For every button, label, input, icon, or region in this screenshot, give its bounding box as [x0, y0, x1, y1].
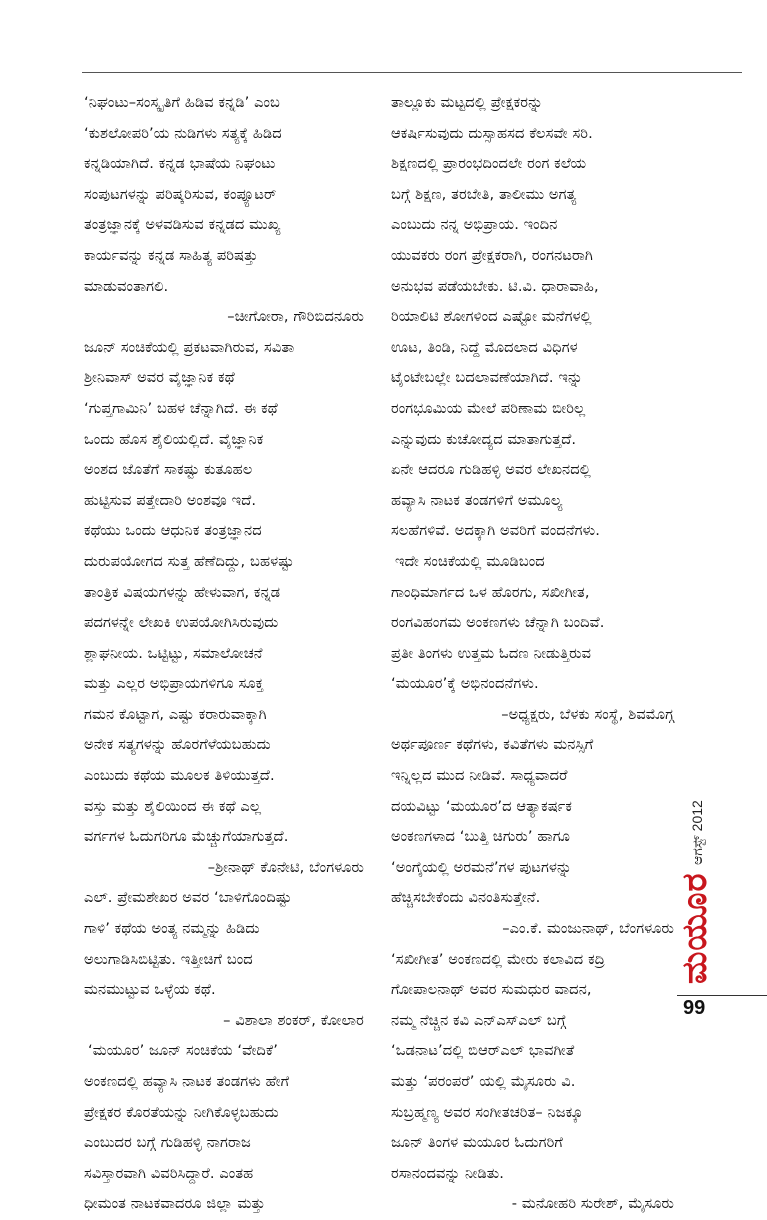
text-line: ದುರುಪಯೋಗದ ಸುತ್ತ ಹೆಣೆದಿದ್ದು, ಬಹಳಷ್ಟು	[84, 552, 294, 570]
issue-date: ಆಗಸ್ಟ್ 2012	[689, 800, 705, 866]
letters-left-column	[84, 88, 366, 1220]
text-line: ಬಗ್ಗೆ ಶಿಕ್ಷಣ, ತರಬೇತಿ, ತಾಲೀಮು ಅಗತ್ಯ	[391, 185, 577, 203]
text-line: ಕನ್ನಡಿಯಾಗಿದೆ. ಕನ್ನಡ ಭಾಷೆಯ ನಿಘಂಟು	[84, 155, 276, 173]
text-line: ತಂತ್ರಜ್ಞಾನಕ್ಕೆ ಅಳವಡಿಸುವ ಕನ್ನಡದ ಮುಖ್ಯ	[84, 216, 281, 234]
text-line: ರಂಗವಿಹಂಗಮ ಅಂಕಣಗಳು ಚೆನ್ನಾಗಿ ಬಂದಿವೆ.	[391, 614, 605, 632]
text-line: ಸಂಪುಟಗಳನ್ನು ಪರಿಷ್ಕರಿಸುವ, ಕಂಪ್ಯೂಟರ್	[84, 185, 277, 203]
text-line: ಅಂಶದ ಜೊತೆಗೆ ಸಾಕಷ್ಟು ಕುತೂಹಲ	[84, 461, 253, 479]
text-line: ಮತ್ತು ‘ಪರಂಪರೆ’ ಯಲ್ಲಿ ಮೈಸೂರು ವಿ.	[391, 1073, 576, 1090]
text-line: ಕಾರ್ಯವನ್ನು ಕನ್ನಡ ಸಾಹಿತ್ಯ ಪರಿಷತ್ತು	[84, 246, 258, 264]
text-line: ‘ಕುಶಲೋಪರಿ’ಯ ನುಡಿಗಳು ಸತ್ಯಕ್ಕೆ ಹಿಡಿದ	[84, 124, 282, 142]
magazine-logo: ಮಯೂರ	[675, 872, 715, 984]
text-line: ‘ಒಡನಾಟ’ದಲ್ಲಿ ಬಿಆರ್‌ಎಲ್ ಭಾವಗೀತೆ	[391, 1042, 575, 1060]
text-line: ರಿಯಾಲಿಟಿ ಶೋಗಳಿಂದ ಎಷ್ಟೋ ಮನೆಗಳಲ್ಲಿ	[391, 308, 592, 326]
text-line: ಅಂಕಣಗಳಾದ ‘ಬುತ್ತಿ ಚಿಗುರು’ ಹಾಗೂ	[391, 828, 571, 846]
text-line: ‘ಅಂಗೈಯಲ್ಲಿ ಅರಮನೆ’ಗಳ ಪುಟಗಳನ್ನು	[391, 858, 572, 876]
text-line: ಒಂದು ಹೊಸ ಶೈಲಿಯಲ್ಲಿದೆ. ವೈಜ್ಞಾನಿಕ	[84, 430, 264, 448]
text-line: ಗಮನ ಕೊಟ್ಟಾಗ, ಎಷ್ಟು ಕರಾರುವಾಕ್ಕಾಗಿ	[84, 705, 267, 723]
text-line: ಹವ್ಯಾಸಿ ನಾಟಕ ತಂಡಗಳಿಗೆ ಅಮೂಲ್ಯ	[391, 491, 563, 509]
text-line: ಶ್ರೀನಿವಾಸ್ ಅವರ ವೈಜ್ಞಾನಿಕ ಕಥೆ	[84, 369, 235, 387]
letter-signature: –ಚೀಗೋರಾ, ಗೌರಿಬಿದನೂರು	[227, 308, 364, 326]
text-line: ಎಂಬುದು ನನ್ನ ಅಭಿಪ್ರಾಯ. ಇಂದಿನ	[391, 216, 558, 234]
letter-signature: –ಅಧ್ಯಕ್ಷರು, ಬೆಳಕು ಸಂಸ್ಥೆ, ಶಿವಮೊಗ್ಗ	[501, 705, 674, 723]
text-line: ಎಂಬುದು ಕಥೆಯ ಮೂಲಕ ತಿಳಿಯುತ್ತದೆ.	[84, 767, 275, 785]
letter-signature: –ಶ್ರೀನಾಥ್ ಕೊನೇಟಿ, ಬೆಂಗಳೂರು	[207, 858, 364, 876]
text-line: ಶಿಕ್ಷಣದಲ್ಲಿ ಪ್ರಾರಂಭದಿಂದಲೇ ರಂಗ ಕಲೆಯ	[391, 155, 587, 173]
page-number-rule	[677, 995, 767, 996]
text-line: ಜೂನ್ ತಿಂಗಳ ಮಯೂರ ಓದುಗರಿಗೆ	[391, 1134, 563, 1152]
letter-signature: –ಎಂ.ಕೆ. ಮಂಜುನಾಥ್, ಬೆಂಗಳೂರು	[502, 920, 674, 938]
text-line: ‘ಮಯೂರ’ಕ್ಕೆ ಅಭಿನಂದನೆಗಳು.	[391, 675, 539, 693]
letter-signature: – ವಿಶಾಲಾ ಶಂಕರ್, ಕೋಲಾರ	[223, 1011, 364, 1029]
text-line: ಧೀಮಂತ ನಾಟಕವಾದರೂ ಜಿಲ್ಲಾ ಮತ್ತು	[84, 1195, 266, 1213]
text-line: ಟೈಂಟೇಬಲ್ಲೇ ಬದಲಾವಣೆಯಾಗಿದೆ. ಇನ್ನು	[391, 369, 583, 387]
text-line: ದಯವಿಟ್ಟು ‘ಮಯೂರ’ದ ಆತ್ಯಾಕರ್ಷಕ	[391, 797, 573, 815]
text-line: ಕಥೆಯು ಒಂದು ಆಧುನಿಕ ತಂತ್ರಜ್ಞಾನದ	[84, 522, 262, 540]
text-line: ಮಾಡುವಂತಾಗಲಿ.	[84, 277, 169, 295]
text-line: ವಸ್ತು ಮತ್ತು ಶೈಲಿಯಿಂದ ಈ ಕಥೆ ಎಲ್ಲ	[84, 797, 262, 815]
text-line: ಆಕರ್ಷಿಸುವುದು ದುಸ್ಸಾಹಸದ ಕೆಲಸವೇ ಸರಿ.	[391, 124, 593, 142]
text-line: ಎಲ್. ಪ್ರೇಮಶೇಖರ ಅವರ ‘ಬಾಳಿಗೊಂದಿಷ್ಟು	[84, 889, 292, 907]
text-line: ಗಾಂಧಿಮಾರ್ಗದ ಒಳ ಹೊರಗು, ಸಖೀಗೀತ,	[391, 583, 590, 601]
text-line: ಗಾಳಿ’ ಕಥೆಯ ಅಂತ್ಯ ನಮ್ಮನ್ನು ಹಿಡಿದು	[84, 920, 260, 938]
text-line: ಅಲುಗಾಡಿಸಿಬಿಟ್ಟಿತು. ಇತ್ತೀಚಿಗೆ ಬಂದ	[84, 950, 253, 968]
text-line: ಎಂಬುದರ ಬಗ್ಗೆ ಗುಡಿಹಳ್ಳಿ ನಾಗರಾಜ	[84, 1134, 251, 1152]
text-line: ‘ಗುಪ್ತಗಾಮಿನಿ’ ಬಹಳ ಚೆನ್ನಾಗಿದೆ. ಈ ಕಥೆ	[84, 399, 278, 417]
text-line: ಮತ್ತು ಎಲ್ಲರ ಅಭಿಪ್ರಾಯಗಳಿಗೂ ಸೂಕ್ತ	[84, 675, 264, 693]
text-line: ‘ಸಖೀಗೀತ’ ಅಂಕಣದಲ್ಲಿ ಮೇರು ಕಲಾವಿದ ಕದ್ರಿ	[391, 950, 605, 968]
text-line: ಜೂನ್ ಸಂಚಿಕೆಯಲ್ಲಿ ಪ್ರಕಟವಾಗಿರುವ, ಸವಿತಾ	[84, 338, 295, 356]
text-line: ತಾಲ್ಲೂಕು ಮಟ್ಟದಲ್ಲಿ ಪ್ರೇಕ್ಷಕರನ್ನು	[391, 94, 543, 111]
text-line: ಶ್ಲಾಘನೀಯ. ಒಟ್ಟಿಟ್ಟು, ಸಮಾಲೋಚನೆ	[84, 644, 263, 662]
text-line: ಗೋಪಾಲನಾಥ್ ಅವರ ಸುಮಧುರ ವಾದನ,	[391, 981, 592, 999]
text-line: ಇದೇ ಸಂಚಿಕೆಯಲ್ಲಿ ಮೂಡಿಬಂದ	[395, 552, 545, 570]
letters-right-column	[391, 88, 676, 1220]
letter-signature: - ಮನೋಹರಿ ಸುರೇಶ್, ಮೈಸೂರು	[511, 1195, 674, 1213]
text-line: ರಂಗಭೂಮಿಯ ಮೇಲೆ ಪರಿಣಾಮ ಬೀರಿಲ್ಲ	[391, 399, 586, 417]
text-line: ಏನೇ ಆದರೂ ಗುಡಿಹಳ್ಳಿ ಅವರ ಲೇಖನದಲ್ಲಿ	[391, 461, 591, 479]
text-line: ವರ್ಗಗಳ ಓದುಗರಿಗೂ ಮೆಚ್ಚುಗೆಯಾಗುತ್ತದೆ.	[84, 828, 289, 846]
text-line: ಮನಮುಟ್ಟುವ ಒಳ್ಳೆಯ ಕಥೆ.	[84, 981, 216, 999]
page-number: 99	[683, 997, 706, 1019]
text-line: ಪ್ರತೀ ತಿಂಗಳು ಉತ್ತಮ ಓದಣ ನೀಡುತ್ತಿರುವ	[391, 644, 592, 662]
text-line: ಸವಿಸ್ತಾರವಾಗಿ ವಿವರಿಸಿದ್ದಾರೆ. ಎಂತಹ	[84, 1164, 254, 1182]
text-line: ತಾಂತ್ರಿಕ ವಿಷಯಗಳನ್ನು ಹೇಳುವಾಗ, ಕನ್ನಡ	[84, 583, 281, 601]
text-line: ಸುಬ್ರಹ್ಮಣ್ಯ ಅವರ ಸಂಗೀತಚರಿತ– ನಿಜಕ್ಕೂ	[391, 1103, 584, 1121]
top-divider	[82, 72, 742, 73]
text-line: ಪದಗಳನ್ನೇ ಲೇಖಕಿ ಉಪಯೋಗಿಸಿರುವುದು	[84, 614, 279, 632]
text-line: ರಸಾನಂದವನ್ನು ನೀಡಿತು.	[391, 1164, 504, 1182]
text-line: ಸಲಹೆಗಳಿವೆ. ಅದಕ್ಕಾಗಿ ಅವರಿಗೆ ವಂದನೆಗಳು.	[391, 522, 601, 540]
text-line: ಅರ್ಥಪೂರ್ಣ ಕಥೆಗಳು, ಕವಿತೆಗಳು ಮನಸ್ಸಿಗೆ	[391, 736, 594, 754]
text-line: ಎನ್ನುವುದು ಕುಚೋದ್ಯದ ಮಾತಾಗುತ್ತದೆ.	[391, 430, 577, 448]
text-line: ಯುವಕರು ರಂಗ ಪ್ರೇಕ್ಷಕರಾಗಿ, ರಂಗನಟರಾಗಿ	[391, 246, 593, 264]
text-line: ಊಟ, ತಿಂಡಿ, ನಿದ್ದೆ ಮೊದಲಾದ ವಿಧಿಗಳ	[391, 338, 578, 356]
text-line: ‘ಮಯೂರ’ ಜೂನ್ ಸಂಚಿಕೆಯ ‘ವೇದಿಕೆ’	[88, 1042, 278, 1060]
text-line: ಹೆಚ್ಚಿಸಬೇಕೆಂದು ವಿನಂತಿಸುತ್ತೇನೆ.	[391, 889, 541, 907]
text-line: ಹುಟ್ಟಿಸುವ ಪತ್ತೇದಾರಿ ಅಂಶವೂ ಇದೆ.	[84, 491, 257, 509]
text-line: ಅನುಭವ ಪಡೆಯಬೇಕು. ಟಿ.ವಿ. ಧಾರಾವಾಹಿ,	[391, 277, 599, 295]
text-line: ಪ್ರೇಕ್ಷಕರ ಕೊರತೆಯನ್ನು ನೀಗಿಕೊಳ್ಳಬಹುದು	[84, 1103, 279, 1121]
text-line: ಇನ್ನಿಲ್ಲದ ಮುದ ನೀಡಿವೆ. ಸಾಧ್ಯವಾದರೆ	[391, 767, 568, 785]
text-line: ನಮ್ಮ ನೆಚ್ಚಿನ ಕವಿ ಎನ್‌ಎಸ್‌ಎಲ್ ಬಗ್ಗೆ	[391, 1011, 567, 1029]
text-line: ಅಂಕಣದಲ್ಲಿ ಹವ್ಯಾಸಿ ನಾಟಕ ತಂಡಗಳು ಹೇಗೆ	[84, 1073, 290, 1090]
text-line: ‘ನಿಘಂಟು–ಸಂಸ್ಕೃತಿಗೆ ಹಿಡಿವ ಕನ್ನಡಿ’ ಎಂಬ	[84, 94, 281, 111]
text-line: ಅನೇಕ ಸತ್ಯಗಳನ್ನು ಹೊರಗೆಳೆಯಬಹುದು	[84, 736, 271, 754]
